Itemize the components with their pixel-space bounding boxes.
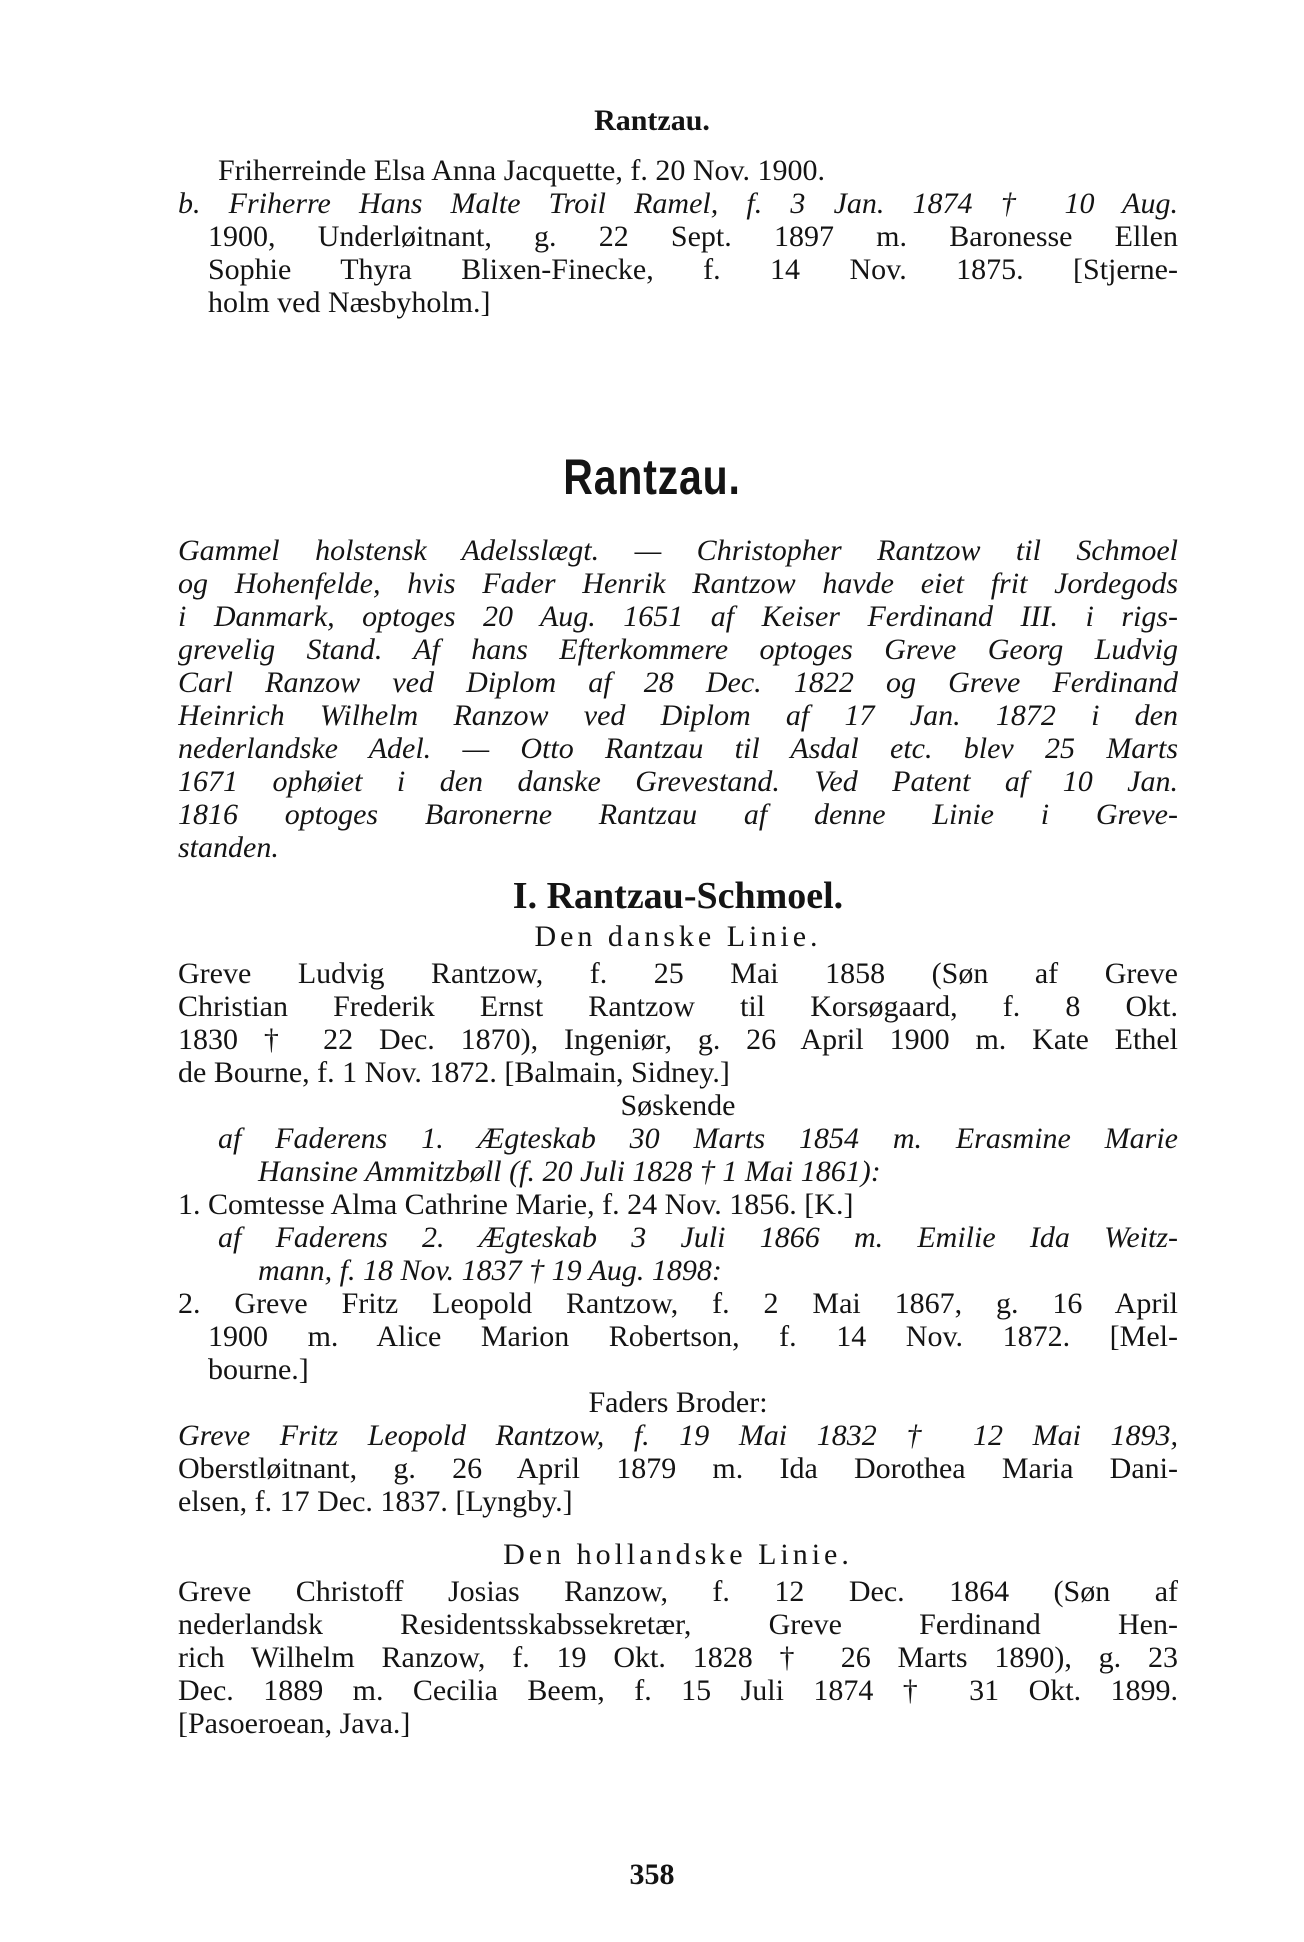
text-line: af Faderens 2. Ægteskab 3 Juli 1866 m. Emilie Ida Weitz- — [218, 1221, 1178, 1254]
text-line: elsen, f. 17 Dec. 1837. [Lyngby.] — [178, 1485, 573, 1518]
text-line: Hansine Ammitzbøll (f. 20 Juli 1828 † 1 Mai 1861): — [258, 1155, 881, 1188]
text-line: 2. Greve Fritz Leopold Rantzow, f. 2 Mai 1867, g. 16 April — [178, 1287, 1178, 1320]
text-line: Greve Fritz Leopold Rantzow, f. 19 Mai 1832 † 12 Mai 1893, — [178, 1419, 1178, 1452]
text-line: holm ved Næsbyholm.] — [208, 286, 491, 319]
text-line: 1671 ophøiet i den danske Grevestand. Ved Patent af 10 Jan. — [178, 765, 1178, 798]
text-line: 1900, Underløitnant, g. 22 Sept. 1897 m. Baronesse Ellen — [208, 220, 1178, 253]
text-line: [Pasoeroean, Java.] — [178, 1707, 411, 1740]
subsection-heading-danish: Den danske Linie. — [534, 920, 822, 953]
page-number: 358 — [629, 1858, 675, 1891]
text-line: Oberstløitnant, g. 26 April 1879 m. Ida Dorothea Maria Dani- — [178, 1452, 1178, 1485]
text-line: Christian Frederik Ernst Rantzow til Korsøgaard, f. 8 Okt. — [178, 990, 1178, 1023]
text-line: Gammel holstensk Adelsslægt. — Christopher Rantzow til Schmoel — [178, 534, 1178, 567]
text-line: mann, f. 18 Nov. 1837 † 19 Aug. 1898: — [258, 1254, 722, 1287]
entry-ludvig — [178, 957, 1178, 1089]
text-line: Sophie Thyra Blixen-Finecke, f. 14 Nov. 1875. [Stjerne- — [208, 253, 1178, 286]
text-line: nederlandske Adel. — Otto Rantzau til Asdal etc. blev 25 Marts — [178, 732, 1178, 765]
text-line: de Bourne, f. 1 Nov. 1872. [Balmain, Sidney.] — [178, 1056, 730, 1089]
text-line: Dec. 1889 m. Cecilia Beem, f. 15 Juli 1874 † 31 Okt. 1899. — [178, 1674, 1178, 1707]
entry-christoff — [178, 1575, 1178, 1740]
first-marriage-note — [178, 1122, 1178, 1188]
section-heading: I. Rantzau-Schmoel. — [512, 875, 844, 917]
running-head: Rantzau. — [594, 104, 710, 137]
text-line: 1900 m. Alice Marion Robertson, f. 14 Nov. 1872. [Mel- — [208, 1320, 1178, 1353]
text-line: nederlandsk Residentsskabssekretær, Greve Ferdinand Hen- — [178, 1608, 1178, 1641]
text-line: af Faderens 1. Ægteskab 30 Marts 1854 m. Erasmine Marie — [218, 1122, 1178, 1155]
text-line: Heinrich Wilhelm Ranzow ved Diplom af 17 Jan. 1872 i den — [178, 699, 1178, 732]
entry-uncle — [178, 1419, 1178, 1518]
siblings-heading: Søskende — [620, 1089, 736, 1122]
sibling-fritz — [178, 1287, 1178, 1386]
second-marriage-note — [178, 1221, 1178, 1287]
sibling-alma: 1. Comtesse Alma Cathrine Marie, f. 24 Nov. 1856. [K.] — [178, 1188, 854, 1221]
text-line: Friherreinde Elsa Anna Jacquette, f. 20 Nov. 1900. — [218, 154, 826, 187]
section-rantzau-schmoel — [178, 874, 1178, 1740]
family-title: Rantzau. — [563, 449, 741, 505]
text-line: 1830 † 22 Dec. 1870), Ingeniør, g. 26 April 1900 m. Kate Ethel — [178, 1023, 1178, 1056]
text-line: og Hohenfelde, hvis Fader Henrik Rantzow havde eiet frit Jordegods — [178, 567, 1178, 600]
text-line: Greve Ludvig Rantzow, f. 25 Mai 1858 (Søn af Greve — [178, 957, 1178, 990]
uncle-heading: Faders Broder: — [588, 1386, 768, 1419]
entry-elsa-anna — [178, 154, 1178, 319]
family-introduction — [178, 534, 1178, 864]
text-line: Carl Ranzow ved Diplom af 28 Dec. 1822 og Greve Ferdinand — [178, 666, 1178, 699]
text-line: b. Friherre Hans Malte Troil Ramel, f. 3 Jan. 1874 † 10 Aug. — [178, 187, 1178, 220]
text-line: Greve Christoff Josias Ranzow, f. 12 Dec. 1864 (Søn af — [178, 1575, 1178, 1608]
text-line: i Danmark, optoges 20 Aug. 1651 af Keiser Ferdinand III. i rigs- — [178, 600, 1178, 633]
text-line: grevelig Stand. Af hans Efterkommere optoges Greve Georg Ludvig — [178, 633, 1178, 666]
text-line: standen. — [178, 831, 279, 864]
text-line: bourne.] — [208, 1353, 309, 1386]
text-line: rich Wilhelm Ranzow, f. 19 Okt. 1828 † 26 Marts 1890), g. 23 — [178, 1641, 1178, 1674]
subsection-heading-dutch: Den hollandske Linie. — [503, 1538, 853, 1571]
text-line: 1816 optoges Baronerne Rantzau af denne Linie i Greve- — [178, 798, 1178, 831]
